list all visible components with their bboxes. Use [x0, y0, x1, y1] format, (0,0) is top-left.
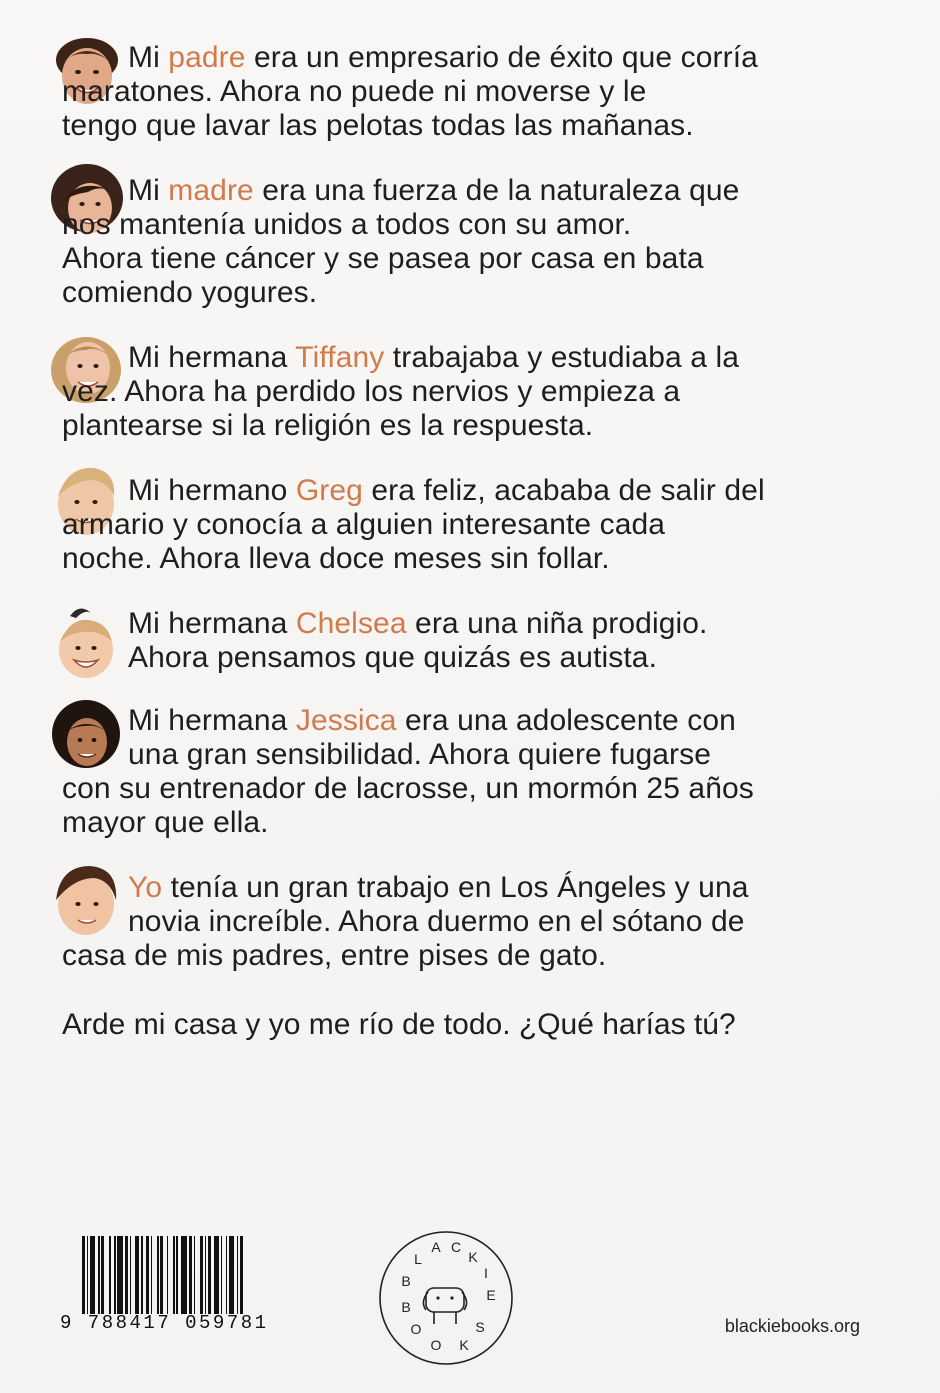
svg-text:O: O — [410, 1321, 422, 1337]
text-segment: era una adolescente con — [396, 704, 736, 737]
barcode-bar — [243, 1236, 245, 1314]
svg-text:C: C — [450, 1239, 462, 1255]
isbn-barcode — [60, 1236, 284, 1341]
svg-text:A: A — [431, 1239, 441, 1255]
text-segment: Mi — [128, 174, 169, 207]
paragraph-line: novia increíble. Ahora duermo en el sótano de — [128, 905, 745, 938]
paragraph-first-line — [62, 871, 852, 905]
svg-text:B: B — [401, 1299, 411, 1315]
highlighted-name: madre — [168, 174, 254, 207]
text-segment: era una fuerza de la naturaleza que — [253, 174, 740, 207]
publisher-website[interactable]: blackiebooks.org — [724, 1316, 860, 1336]
text-segment: tenía un gran trabajo en Los Ángeles y una — [162, 871, 749, 904]
paragraph-first-line — [62, 41, 852, 75]
paragraph-line: con su entrenador de lacrosse, un mormón 25 años — [62, 772, 754, 805]
text-segment: Mi hermano — [128, 474, 296, 507]
highlighted-name: Chelsea — [295, 607, 407, 640]
paragraph-first-line — [62, 474, 852, 508]
paragraph-mother — [62, 174, 852, 310]
paragraph-line: tengo que lavar las pelotas todas las mañanas. — [62, 109, 694, 142]
paragraph-line: Ahora tiene cáncer y se pasea por casa en bata — [62, 242, 704, 275]
closing-line: Arde mi casa y yo me río de todo. ¿Qué harías tú? — [62, 1008, 736, 1041]
paragraph-line: nos mantenía unidos a todos con su amor. — [62, 208, 632, 241]
text-segment: Mi hermana — [128, 704, 296, 737]
paragraph-greg — [62, 474, 852, 576]
highlighted-name: Yo — [128, 871, 163, 904]
paragraph-chelsea — [62, 607, 852, 675]
paragraph-first-line — [62, 174, 852, 208]
text-segment: Mi hermana — [128, 341, 296, 374]
paragraph-first-line — [62, 341, 852, 375]
paragraph-line: armario y conocía a alguien interesante cada — [62, 508, 666, 541]
svg-text:I: I — [484, 1265, 488, 1281]
paragraph-line: maratones. Ahora no puede ni moverse y le — [62, 75, 647, 108]
paragraph-line: noche. Ahora lleva doce meses sin follar. — [62, 542, 610, 575]
barcode-bars — [82, 1236, 282, 1314]
highlighted-name: Greg — [295, 474, 363, 507]
highlighted-name: Tiffany — [295, 341, 385, 374]
text-segment: era una niña prodigio. — [406, 607, 708, 640]
paragraph-line: una gran sensibilidad. Ahora quiere fugarse — [128, 738, 712, 771]
paragraph-line: Ahora pensamos que quizás es autista. — [128, 641, 658, 674]
text-segment: Mi hermana — [128, 607, 296, 640]
highlighted-name: padre — [168, 41, 246, 74]
text-segment: era feliz, acababa de salir del — [362, 474, 765, 507]
paragraph-father — [62, 41, 852, 143]
svg-text:B: B — [401, 1273, 411, 1289]
paragraph-first-line — [62, 704, 852, 738]
paragraph-first-line — [62, 607, 852, 641]
paragraph-jessica — [62, 704, 852, 840]
paragraph-line: mayor que ella. — [62, 806, 269, 839]
paragraph-line: comiendo yogures. — [62, 276, 318, 309]
svg-text:K: K — [459, 1337, 469, 1353]
svg-text:S: S — [475, 1319, 485, 1335]
isbn-digits: 9 788417 059781 — [60, 1312, 269, 1334]
blackie-books-logo — [376, 1228, 516, 1368]
svg-text:E: E — [486, 1287, 496, 1303]
paragraph-line: vez. Ahora ha perdido los nervios y empieza a — [62, 375, 681, 408]
paragraph-narrator — [62, 871, 852, 973]
paragraph-line: plantearse si la religión es la respuesta. — [62, 409, 594, 442]
paragraph-line: casa de mis padres, entre pises de gato. — [62, 939, 607, 972]
svg-text:O: O — [430, 1337, 442, 1353]
highlighted-name: Jessica — [295, 704, 397, 737]
svg-text:K: K — [468, 1249, 478, 1265]
svg-text:L: L — [414, 1251, 422, 1267]
text-segment: Mi — [128, 41, 169, 74]
text-segment: trabajaba y estudiaba a la — [384, 341, 739, 374]
text-segment: era un empresario de éxito que corría — [245, 41, 758, 74]
paragraph-tiffany — [62, 341, 852, 443]
